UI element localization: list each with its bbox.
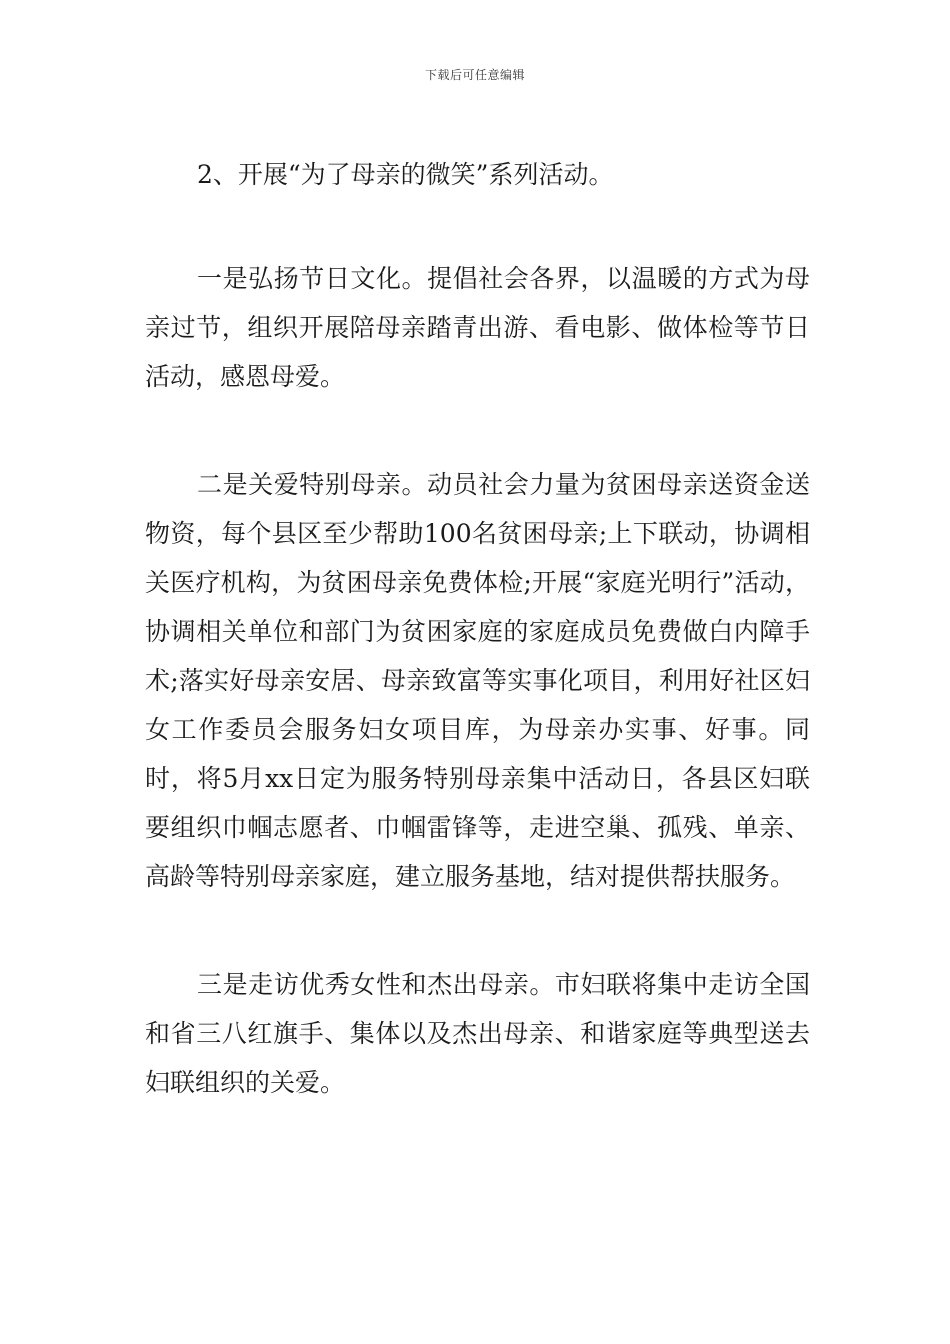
paragraph-culture: 一是弘扬节日文化。提倡社会各界，以温暖的方式为母亲过节，组织开展陪母亲踏青出游、看电影、做体检等节日活动，感恩母爱。: [145, 264, 810, 391]
section-heading: 2、开展“为了母亲的微笑”系列活动。: [197, 160, 614, 189]
paragraph-special-mothers: 二是关爱特别母亲。动员社会力量为贫困母亲送资金送物资，每个县区至少帮助100名贫困母亲;上下联动，协调相关医疗机构，为贫困母亲免费体检;开展“家庭光明行”活动，协调相关单位和部门为贫困家庭的家庭成员免费做白内障手术;落实好母亲安居、母亲致富等实事化项目，利用好社区妇女工作委员会服务妇女项目库，为母亲办实事、好事。同时，将5月xx日定为服务特别母亲集中活动日，各县区妇联要组织巾帼志愿者、巾帼雷锋等，走进空巢、孤残、单亲、高龄等特别母亲家庭，建立服务基地，结对提供帮扶服务。: [145, 470, 810, 891]
document-body: [145, 150, 810, 1107]
header-note: 下载后可任意编辑: [424, 68, 525, 82]
paragraph-visits: 三是走访优秀女性和杰出母亲。市妇联将集中走访全国和省三八红旗手、集体以及杰出母亲、和谐家庭等典型送去妇联组织的关爱。: [145, 970, 810, 1097]
